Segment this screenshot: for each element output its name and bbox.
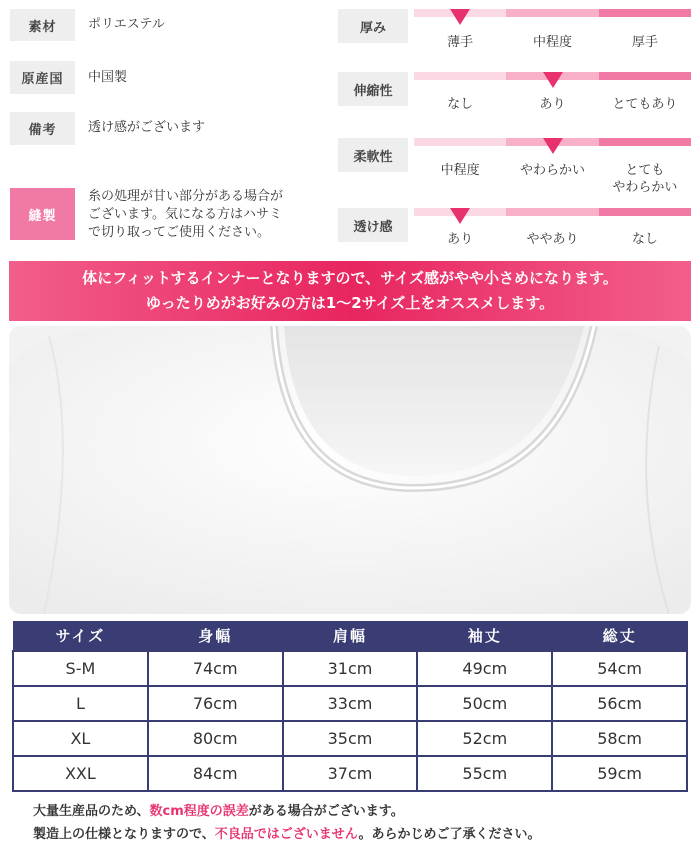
softness-options [414, 162, 691, 196]
table-cell: 84cm [148, 756, 283, 791]
table-cell: 59cm [552, 756, 687, 791]
stretch-option: なし [447, 97, 474, 112]
tolerance-note [33, 800, 404, 819]
banner-line: ゆったりめがお好みの方は1〜2サイズ上をオススメします。 [145, 294, 555, 312]
softness-label: 柔軟性 [338, 138, 408, 172]
note-text: 。あらかじめご了承ください。 [358, 827, 541, 842]
table-cell: 76cm [148, 686, 283, 721]
softness-option: やわらかい [519, 163, 585, 178]
sheerness-marker [450, 208, 470, 224]
sheerness-option: なし [631, 232, 658, 247]
material-value: ポリエステル [88, 17, 165, 32]
header-total-length: 総丈 [552, 622, 687, 651]
table-cell: 52cm [417, 721, 552, 756]
origin-value: 中国製 [88, 70, 128, 85]
sewing-label: 縫製 [10, 188, 75, 240]
sheerness-option: あり [447, 232, 474, 247]
sewing-line: ございます。気になる方はハサミ [88, 207, 282, 222]
table-cell: 58cm [552, 721, 687, 756]
note-text: 大量生産品のため、 [33, 804, 150, 819]
fit-notice-banner [9, 261, 691, 321]
material-label: 素材 [10, 9, 75, 41]
stretch-option: とてもあり [612, 97, 678, 112]
thickness-option: 薄手 [447, 35, 474, 50]
note-text: がある場合がございます。 [248, 804, 404, 819]
softness-marker [543, 138, 563, 154]
size-table-header [13, 622, 687, 651]
stretch-options [414, 96, 691, 113]
table-cell: 55cm [417, 756, 552, 791]
banner-line: 体にフィットするインナーとなりますので、サイズ感がやや小さめになります。 [82, 269, 618, 287]
table-cell: XL [13, 721, 148, 756]
stretch-marker [543, 72, 563, 88]
header-size: サイズ [13, 622, 148, 651]
table-cell: 33cm [283, 686, 418, 721]
table-cell: 50cm [417, 686, 552, 721]
table-cell: 35cm [283, 721, 418, 756]
sheerness-option: ややあり [526, 232, 579, 247]
header-sleeve-length: 袖丈 [417, 622, 552, 651]
thickness-option: 厚手 [631, 35, 658, 50]
thickness-option: 中程度 [532, 35, 572, 50]
size-table [12, 621, 688, 792]
table-cell: 54cm [552, 651, 687, 686]
table-cell: L [13, 686, 148, 721]
table-cell: S-M [13, 651, 148, 686]
sewing-text [88, 188, 283, 242]
table-cell: 80cm [148, 721, 283, 756]
sewing-line: 糸の処理が甘い部分がある場合が [88, 189, 284, 204]
sheerness-label: 透け感 [338, 208, 408, 242]
table-row [13, 651, 687, 686]
thickness-label: 厚み [338, 9, 408, 43]
thickness-options [414, 34, 691, 51]
garment-illustration [9, 326, 691, 614]
header-body-width: 身幅 [148, 622, 283, 651]
sheerness-options [414, 231, 691, 248]
remarks-label: 備考 [10, 112, 75, 145]
note-highlight: 不良品ではございません [214, 827, 359, 842]
note-highlight: 数cm程度の誤差 [149, 804, 249, 819]
note-text: 製造上の仕様となりますので、 [33, 827, 215, 842]
stretch-option: あり [539, 97, 566, 112]
origin-label: 原産国 [10, 61, 75, 94]
table-cell: 74cm [148, 651, 283, 686]
table-cell: XXL [13, 756, 148, 791]
remarks-value: 透け感がございます [88, 120, 206, 135]
table-cell: 37cm [283, 756, 418, 791]
sewing-line: で切り取ってご使用ください。 [88, 225, 271, 240]
table-cell: 49cm [417, 651, 552, 686]
spec-note [33, 823, 541, 842]
table-cell: 31cm [283, 651, 418, 686]
table-row [13, 756, 687, 791]
softness-option: 中程度 [440, 163, 480, 178]
stretch-label: 伸縮性 [338, 72, 408, 106]
table-cell: 56cm [552, 686, 687, 721]
table-row [13, 721, 687, 756]
thickness-marker [450, 9, 470, 25]
product-photo [9, 326, 691, 614]
table-row [13, 686, 687, 721]
softness-option: とても やわらかい [612, 163, 678, 195]
header-shoulder-width: 肩幅 [283, 622, 418, 651]
